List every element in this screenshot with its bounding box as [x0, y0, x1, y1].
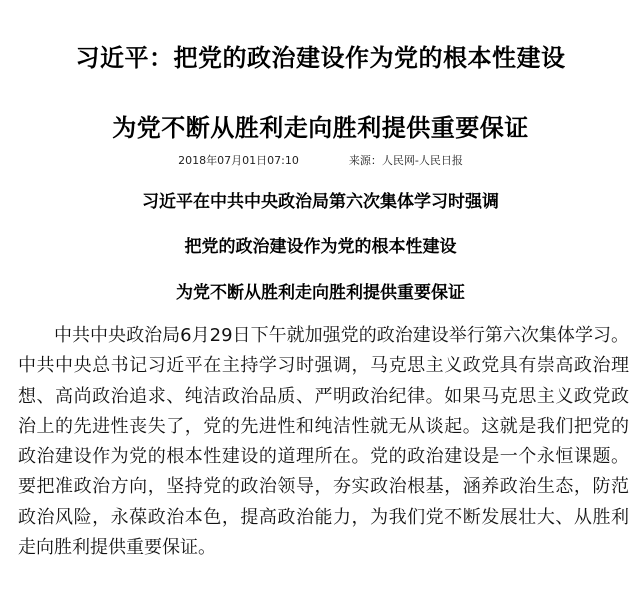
- subheading-3: 为党不断从胜利走向胜利提供重要保证: [176, 283, 465, 303]
- subheading-2: 把党的政治建设作为党的根本性建设: [184, 237, 457, 257]
- publish-date: 2018年07月01日07:10: [178, 154, 299, 167]
- article-paragraph: 中共中央政治局6月29日下午就加强党的政治建设举行第六次集体学习。中共中央总书记习近平在主持学习时强调，马克思主义政党具有崇高政治理想、高尚政治追求、纯洁政治品质、严明政治纪律。如果马克思主义政党政治上的先进性丧失了，党的先进性和纯洁性就无从谈起。这就是我们把党的政治建设作为党的根本性建设的道理所在。党的政治建设是一个永恒课题。要把准政治方向，坚持党的政治领导，夯实政治根基，涵养政治生态，防范政治风险，永葆政治本色，提高政治能力，为我们党不断发展壮大、从胜利走向胜利提供重要保证。: [18, 325, 629, 559]
- article-meta: [0, 154, 641, 168]
- article-source: 来源：人民网-人民日报: [348, 154, 463, 167]
- subheading-1: 习近平在中共中央政治局第六次集体学习时强调: [142, 192, 499, 212]
- headline-line-1: 习近平：把党的政治建设作为党的根本性建设: [75, 44, 566, 72]
- headline-line-2: 为党不断从胜利走向胜利提供重要保证: [112, 114, 529, 142]
